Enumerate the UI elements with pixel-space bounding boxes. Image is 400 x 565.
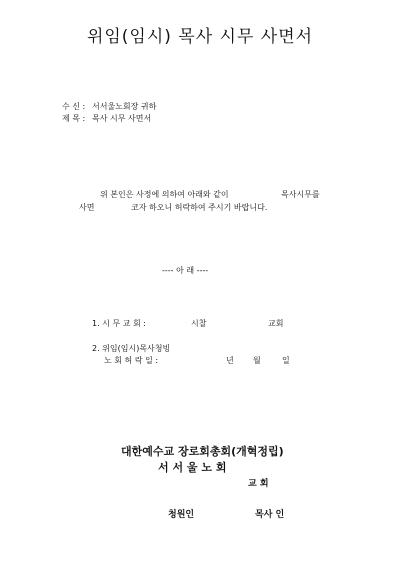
- org-name: 대한예수교 장로회총회(개혁정립): [121, 445, 284, 458]
- subject-label: 제 목 :: [62, 114, 86, 123]
- recipient-label: 수 신 :: [62, 102, 86, 111]
- subject-value: 목사 시무 사면서: [92, 114, 152, 123]
- item1-church: 교회: [268, 319, 284, 328]
- church-suffix: 교 회: [248, 479, 269, 489]
- date-year: 년: [226, 356, 234, 365]
- item1-city: 시찰: [191, 319, 207, 328]
- body-line2-a: 사면: [79, 203, 95, 212]
- pastor-signature-label: 목사 인: [255, 510, 285, 520]
- body-line1-a: 위 본인은 사정에 의하여 아래와 같이: [100, 190, 229, 199]
- body-line2-b: 코자 하오니 허락하여 주시기 바랍니다.: [131, 203, 268, 212]
- presbytery-name: 서 서 울 노 회: [158, 461, 227, 474]
- date-day: 일: [282, 356, 290, 365]
- item2-sub: 노 회 허 락 일 :: [104, 356, 159, 365]
- date-month: 월: [253, 356, 261, 365]
- section-marker: ---- 아 래 ----: [162, 266, 209, 275]
- recipient-value: 서서울노회장 귀하: [92, 102, 157, 111]
- petitioner-label: 청원인: [168, 510, 195, 520]
- item2-label: 2. 위임(임시)목사청빙: [92, 344, 171, 353]
- item1-label: 1. 시 무 교 회 :: [92, 319, 146, 328]
- document-title: 위임(임시) 목사 시무 사면서: [86, 27, 314, 47]
- body-line1-b: 목사시무를: [281, 190, 320, 199]
